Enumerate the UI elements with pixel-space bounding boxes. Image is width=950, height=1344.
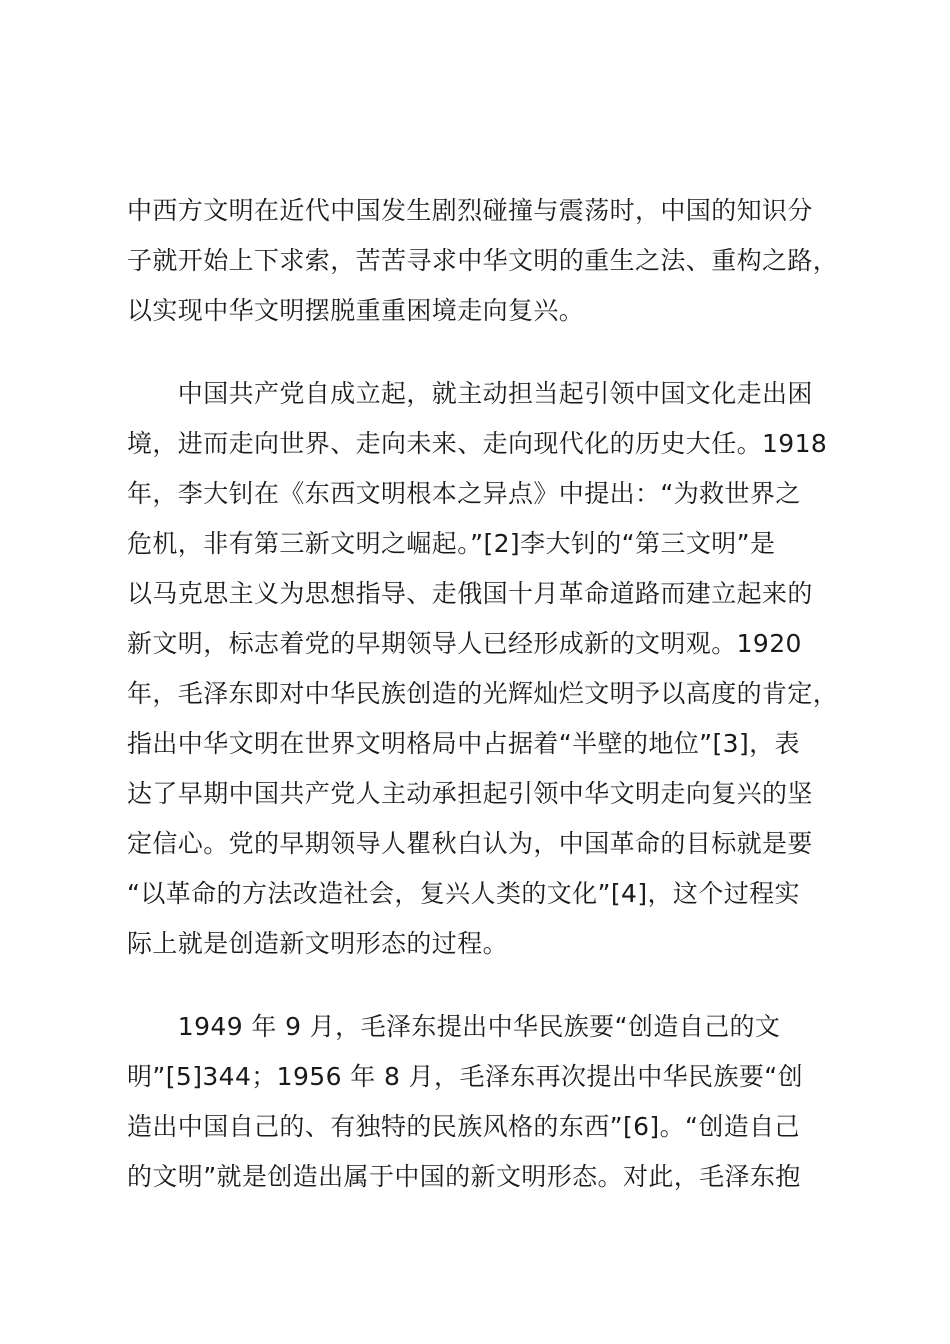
text-line: 定信心。党的早期领导人瞿秋白认为，中国革命的目标就是要 [127, 829, 813, 858]
paragraph [127, 369, 857, 969]
text-line: “以革命的方法改造社会，复兴人类的文化”[4]，这个过程实 [127, 879, 800, 908]
paragraph [127, 186, 857, 336]
paragraph-spacer [127, 336, 857, 369]
paragraph-spacer [127, 969, 857, 1002]
text-line: 达了早期中国共产党人主动承担起引领中华文明走向复兴的坚 [127, 779, 813, 808]
text-line: 的文明”就是创造出属于中国的新文明形态。对此，毛泽东抱 [127, 1162, 801, 1191]
text-line: 境，进而走向世界、走向未来、走向现代化的历史大任。1918 [127, 429, 828, 458]
text-line: 中国共产党自成立起，就主动担当起引领中国文化走出困 [127, 379, 813, 408]
text-line: 年，李大钊在《东西文明根本之异点》中提出：“为救世界之 [127, 479, 801, 508]
text-line: 中西方文明在近代中国发生剧烈碰撞与震荡时，中国的知识分 [127, 196, 813, 225]
text-line: 以实现中华文明摆脱重重困境走向复兴。 [127, 296, 585, 325]
paragraph [127, 1002, 857, 1202]
body-text [127, 186, 857, 1202]
text-line: 危机，非有第三新文明之崛起。”[2]李大钊的“第三文明”是 [127, 529, 776, 558]
text-line: 以马克思主义为思想指导、走俄国十月革命道路而建立起来的 [127, 579, 813, 608]
text-line: 年，毛泽东即对中华民族创造的光辉灿烂文明予以高度的肯定， [127, 679, 839, 708]
text-line: 1949 年 9 月，毛泽东提出中华民族要“创造自己的文 [127, 1012, 781, 1041]
text-line: 指出中华文明在世界文明格局中占据着“半壁的地位”[3]，表 [127, 729, 800, 758]
text-line: 子就开始上下求索，苦苦寻求中华文明的重生之法、重构之路， [127, 246, 839, 275]
text-line: 际上就是创造新文明形态的过程。 [127, 929, 509, 958]
text-line: 明”[5]344；1956 年 8 月，毛泽东再次提出中华民族要“创 [127, 1062, 804, 1091]
text-line: 造出中国自己的、有独特的民族风格的东西”[6]。“创造自己 [127, 1112, 800, 1141]
text-line: 新文明，标志着党的早期领导人已经形成新的文明观。1920 [127, 629, 802, 658]
